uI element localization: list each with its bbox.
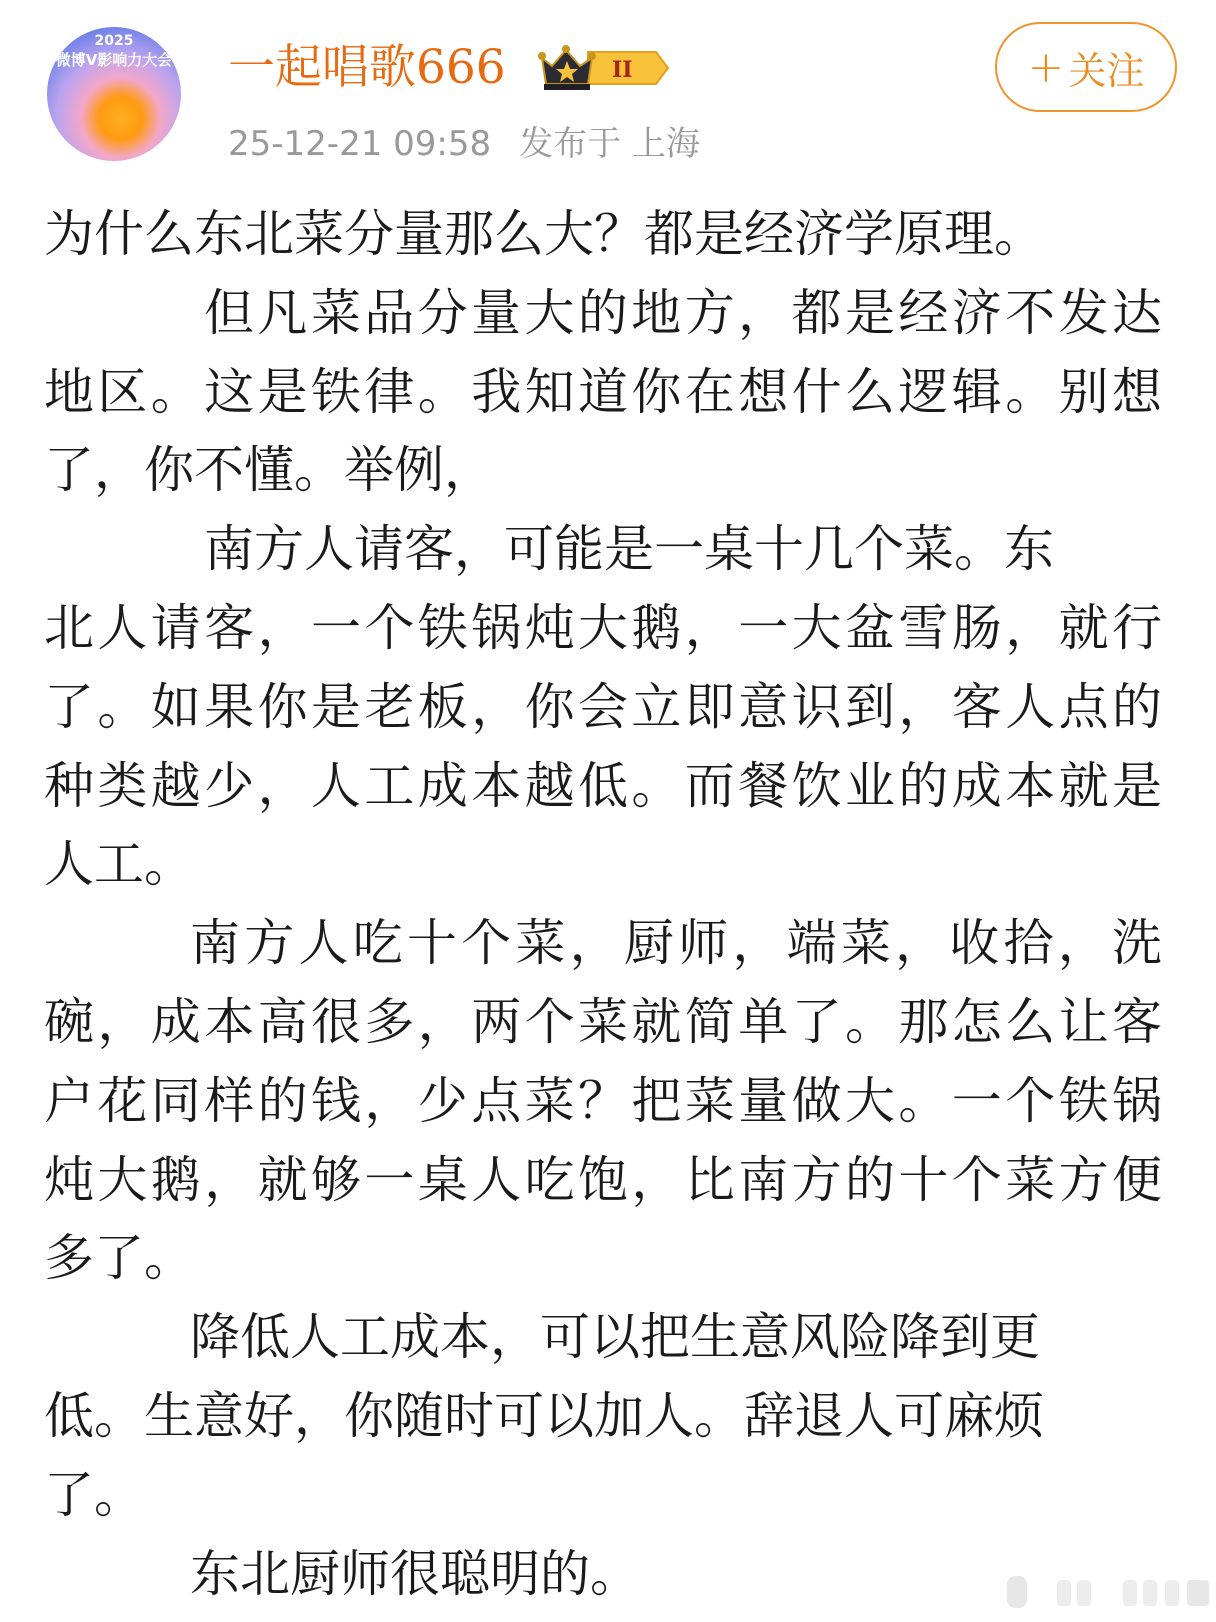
avatar-year: 2025 — [94, 33, 134, 49]
post-text-line: 户花同样的钱，少点菜？把菜量做大。一个铁锅 — [44, 1071, 1162, 1130]
post-text-line: 了。如果你是老板，你会立即意识到，客人点的 — [44, 677, 1162, 736]
post-text-line: 多了。 — [44, 1229, 194, 1288]
post-text-line: 南方人请客，可能是一桌十几个菜。东 — [204, 520, 1054, 579]
post-text-line: 种类越少，人工成本越低。而餐饮业的成本就是 — [44, 756, 1162, 815]
post-text-line: 地区。这是铁律。我知道你在想什么逻辑。别想 — [44, 362, 1162, 421]
watermark-icon — [1005, 1572, 1215, 1612]
post-text-line: 碗，成本高很多，两个菜就简单了。那怎么让客 — [44, 992, 1162, 1051]
post-text-line: 但凡菜品分量大的地方，都是经济不发达 — [204, 283, 1162, 342]
post-text-line: 了，你不懂。举例， — [44, 441, 494, 500]
post-text-line: 人工。 — [44, 835, 194, 894]
post-meta — [228, 122, 700, 166]
post-body — [44, 195, 1162, 1613]
follow-label: 关注 — [1068, 48, 1145, 93]
badge-level: II — [612, 57, 633, 83]
post-text-line: 为什么东北菜分量那么大？都是经济学原理。 — [44, 205, 1044, 263]
crown-badge-icon[interactable] — [538, 44, 673, 92]
post-text-line: 了。 — [44, 1465, 144, 1524]
post-text-line: 南方人吃十个菜，厨师，端菜，收拾，洗 — [190, 914, 1162, 973]
plus-icon: + — [1027, 41, 1065, 93]
post-text-line: 低。生意好，你随时可以加人。辞退人可麻烦 — [44, 1386, 1044, 1445]
avatar-title: 微博V影响力大会 — [55, 51, 173, 69]
avatar[interactable] — [47, 27, 181, 161]
post-text-line: 炖大鹅，就够一桌人吃饱，比南方的十个菜方便 — [44, 1150, 1162, 1209]
username[interactable]: 一起唱歌666 — [228, 40, 506, 95]
post-text-line: 降低人工成本，可以把生意风险降到更 — [190, 1308, 1040, 1367]
post-text-line: 北人请客，一个铁锅炖大鹅，一大盆雪肠，就行 — [44, 598, 1162, 657]
location: 发布于 上海 — [519, 124, 700, 164]
timestamp: 25-12-21 09:58 — [228, 124, 492, 164]
follow-button[interactable] — [995, 22, 1177, 112]
post-text-line: 东北厨师很聪明的。 — [190, 1544, 640, 1603]
